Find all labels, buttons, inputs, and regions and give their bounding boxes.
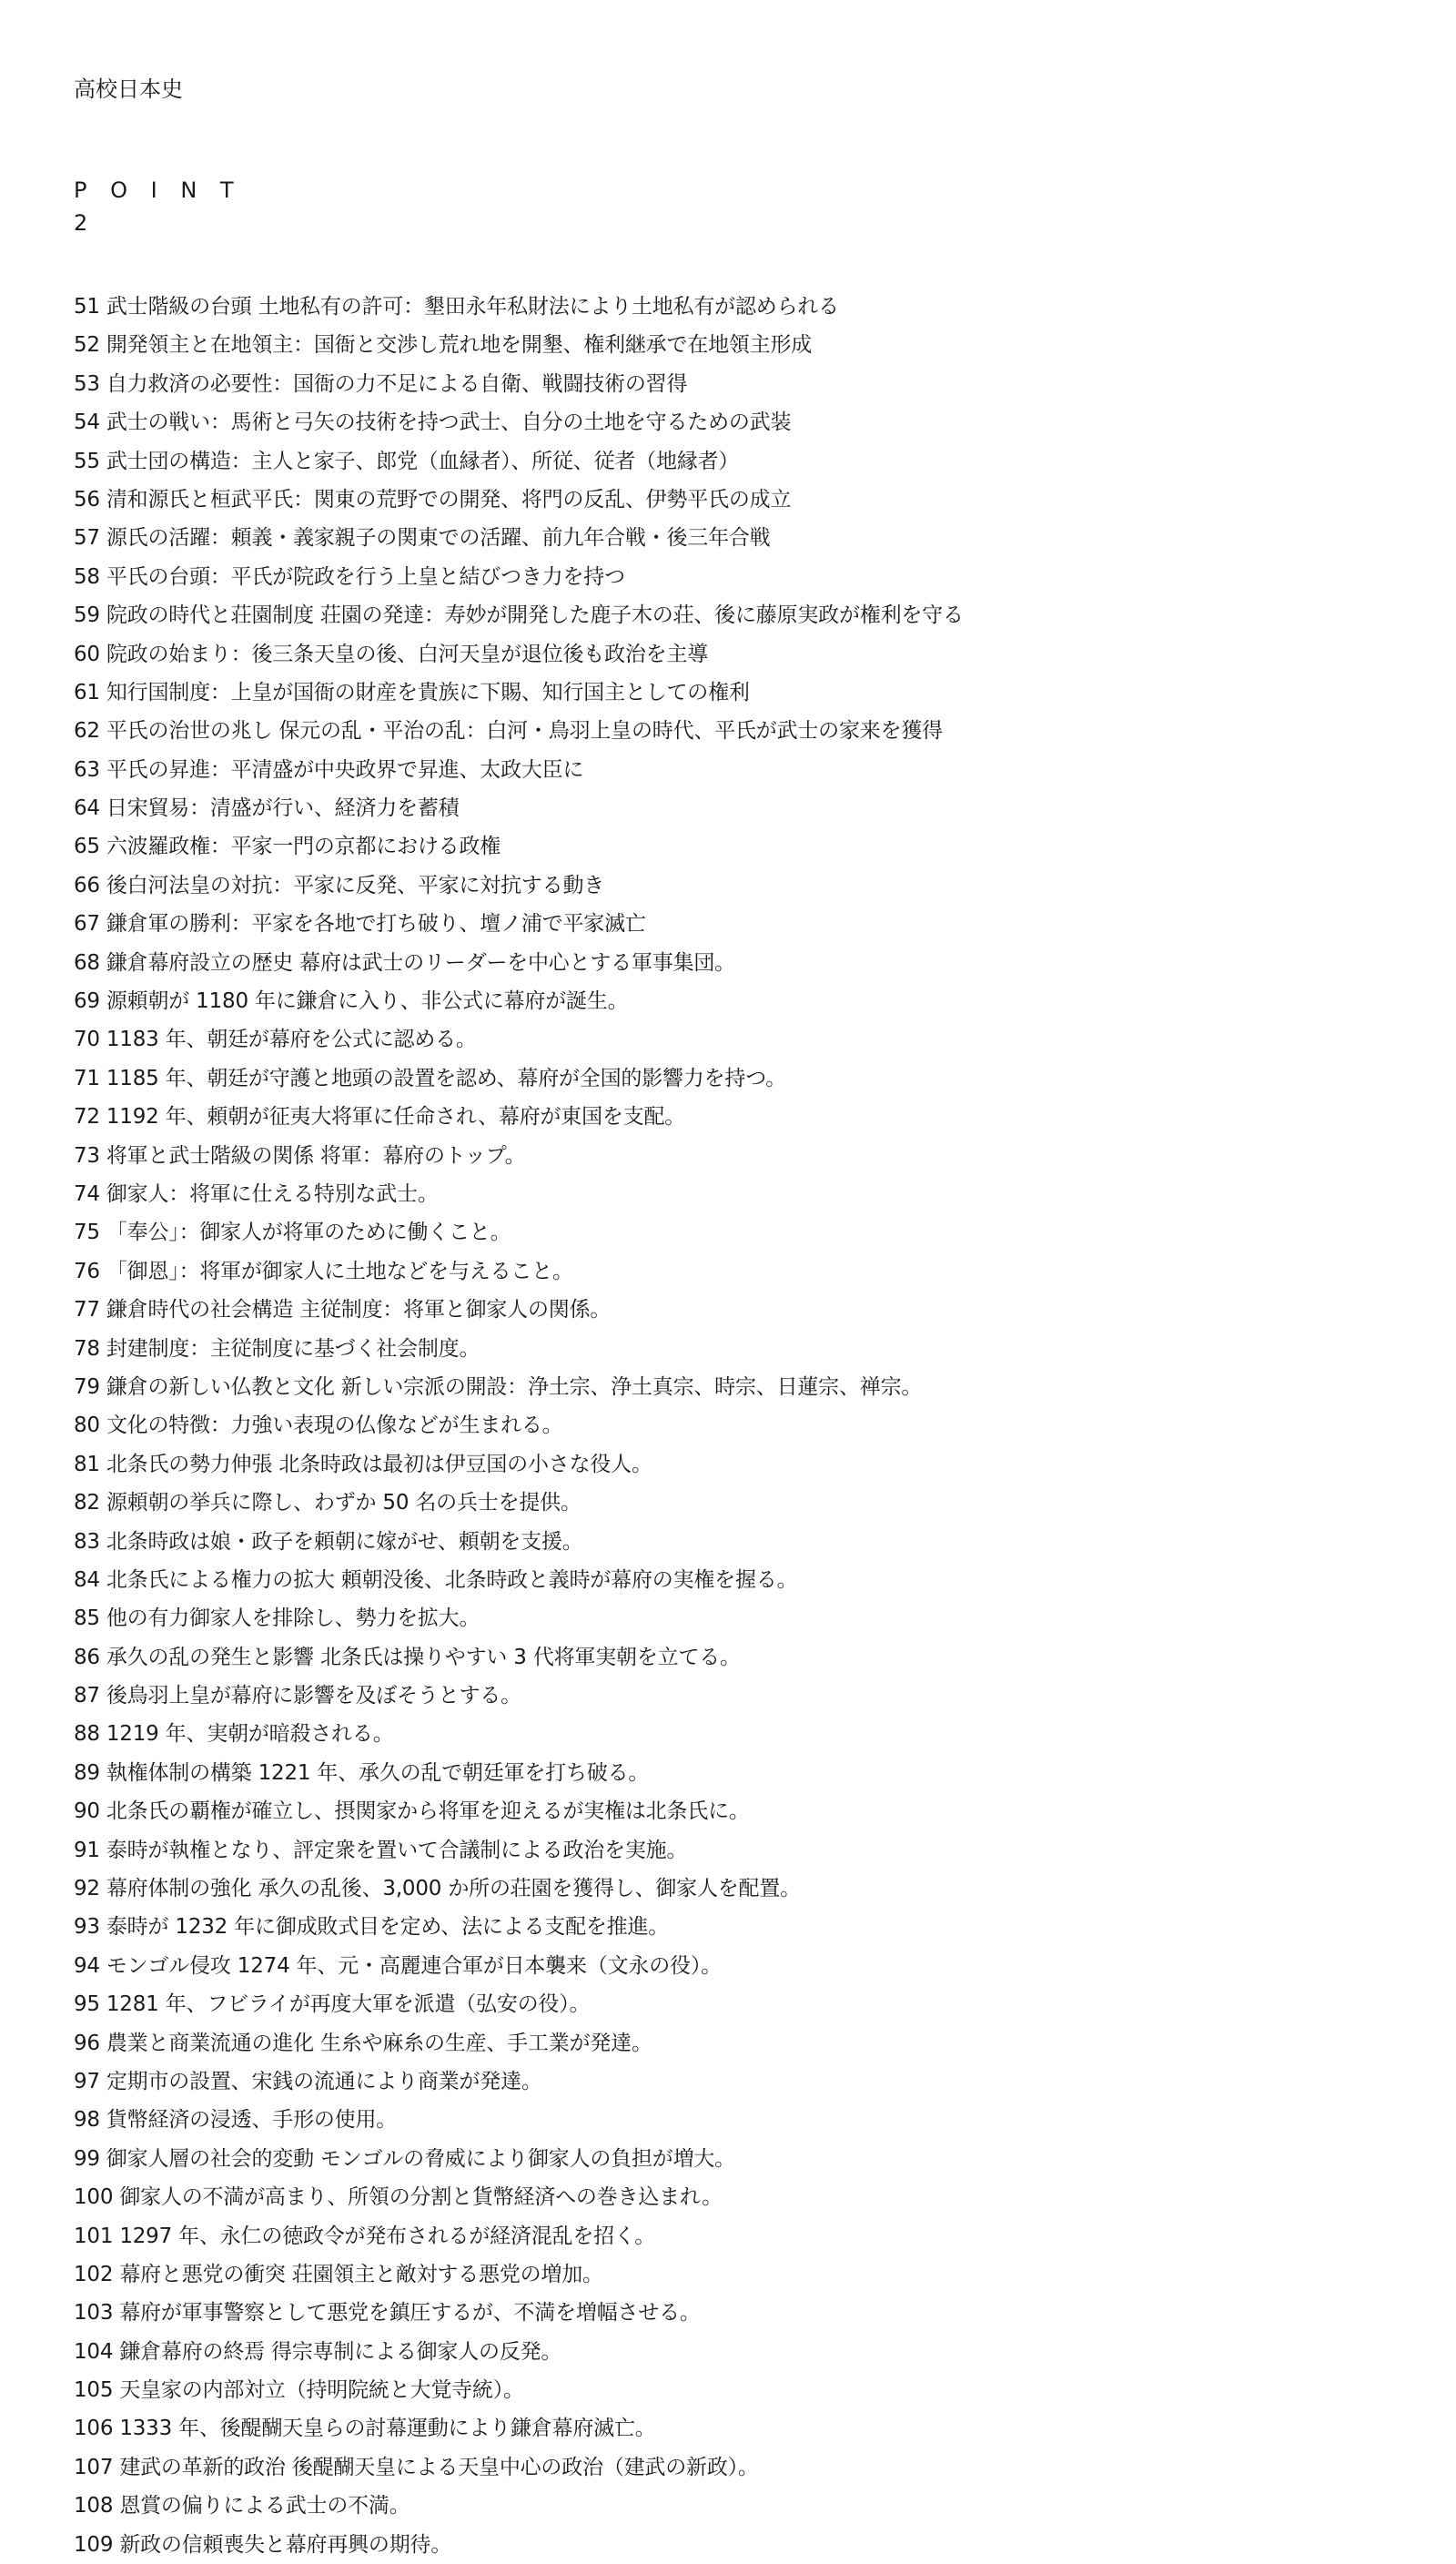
numbered-list (74, 288, 1421, 2564)
list-item (74, 1291, 1421, 1329)
line-number: 109 (74, 2532, 114, 2557)
line-text: 清和源氏と桓武平氏：関東の荒野での開発、将門の反乱、伊勢平氏の成立 (106, 487, 792, 512)
list-item (74, 1252, 1421, 1291)
document-page (74, 75, 1421, 2564)
line-text: 「奉公」：御家人が将軍のために働くこと。 (106, 1221, 511, 1245)
list-item (74, 2140, 1421, 2178)
list-item (74, 2294, 1421, 2332)
list-item (74, 596, 1421, 634)
list-item (74, 442, 1421, 481)
list-item (74, 674, 1421, 712)
list-item (74, 905, 1421, 943)
list-item (74, 1330, 1421, 1368)
list-item (74, 2409, 1421, 2447)
list-item (74, 1677, 1421, 1715)
list-item (74, 2062, 1421, 2101)
line-text: 将軍と武士階級の関係 将軍：幕府のトップ。 (106, 1143, 526, 1168)
line-number: 75 (74, 1221, 100, 1245)
line-text: 幕府が軍事警察として悪党を鎮圧するが、不満を増幅させる。 (119, 2301, 701, 2326)
line-number: 77 (74, 1298, 100, 1323)
line-number: 51 (74, 295, 100, 319)
list-item (74, 1137, 1421, 1175)
list-item (74, 1020, 1421, 1059)
line-number: 68 (74, 950, 100, 975)
line-number: 98 (74, 2108, 100, 2133)
list-item (74, 2255, 1421, 2294)
list-item (74, 519, 1421, 557)
line-number: 108 (74, 2494, 114, 2518)
line-text: 恩賞の偏りによる武士の不満。 (119, 2494, 410, 2518)
line-text: 平氏の台頭：平氏が院政を行う上皇と結びつき力を持つ (106, 564, 625, 589)
line-number: 67 (74, 912, 100, 937)
list-item (74, 2526, 1421, 2564)
line-number: 57 (74, 526, 100, 551)
list-item (74, 1638, 1421, 1677)
line-number: 97 (74, 2069, 100, 2093)
list-item (74, 866, 1421, 905)
line-number: 105 (74, 2378, 114, 2403)
line-text: 御家人層の社会的変動 モンゴルの脅威により御家人の負担が増大。 (106, 2146, 735, 2171)
line-number: 71 (74, 1066, 100, 1090)
line-number: 69 (74, 989, 100, 1014)
line-text: 「御恩」：将軍が御家人に土地などを与えること。 (106, 1259, 573, 1283)
line-number: 101 (74, 2224, 114, 2248)
line-number: 89 (74, 1760, 100, 1785)
line-text: 開発領主と在地領主：国衙と交渉し荒れ地を開墾、権利継承で在地領主形成 (106, 333, 813, 358)
line-text: 新政の信頼喪失と幕府再興の期待。 (119, 2532, 452, 2557)
point-label: P O I N T (74, 177, 242, 203)
line-text: 日宋貿易：清盛が行い、経済力を蓄積 (106, 796, 460, 821)
line-number: 79 (74, 1374, 100, 1399)
line-text: 武士の戦い：馬術と弓矢の技術を持つ武士、自分の土地を守るための武装 (106, 410, 792, 435)
line-number: 81 (74, 1452, 100, 1476)
list-item (74, 1445, 1421, 1484)
line-text: 貨幣経済の浸透、手形の使用。 (106, 2108, 398, 2133)
list-item (74, 2333, 1421, 2371)
line-text: 封建制度：主従制度に基づく社会制度。 (106, 1336, 480, 1361)
list-item (74, 1406, 1421, 1444)
line-number: 99 (74, 2146, 100, 2171)
line-number: 86 (74, 1645, 100, 1669)
list-item (74, 2487, 1421, 2525)
line-number: 96 (74, 2031, 100, 2055)
line-number: 54 (74, 410, 100, 435)
line-text: 平氏の昇進：平清盛が中央政界で昇進、太政大臣に (106, 757, 584, 782)
line-text: 後鳥羽上皇が幕府に影響を及ぼそうとする。 (106, 1684, 521, 1708)
line-text: 源頼朝が 1180 年に鎌倉に入り、非公式に幕府が誕生。 (106, 989, 629, 1014)
list-item (74, 1599, 1421, 1637)
list-item (74, 1098, 1421, 1136)
list-item (74, 944, 1421, 982)
line-text: 農業と商業流通の進化 生糸や麻糸の生産、手工業が発達。 (106, 2031, 652, 2055)
line-text: 建武の革新的政治 後醍醐天皇による天皇中心の政治（建武の新政）。 (119, 2455, 759, 2479)
line-number: 64 (74, 796, 100, 821)
line-text: 天皇家の内部対立（持明院統と大覚寺統）。 (119, 2378, 524, 2403)
list-item (74, 1213, 1421, 1252)
line-number: 83 (74, 1529, 100, 1554)
line-text: 知行国制度：上皇が国衙の財産を貴族に下賜、知行国主としての権利 (106, 680, 750, 704)
list-item (74, 1792, 1421, 1830)
list-item (74, 1368, 1421, 1406)
list-item (74, 2371, 1421, 2409)
line-number: 61 (74, 680, 100, 704)
line-text: 武士階級の台頭 土地私有の許可：墾田永年私財法により土地私有が認められる (106, 295, 839, 319)
line-number: 76 (74, 1259, 100, 1283)
list-item (74, 1831, 1421, 1870)
line-number: 87 (74, 1684, 100, 1708)
line-text: 幕府と悪党の衝突 荘園領主と敵対する悪党の増加。 (119, 2262, 603, 2286)
line-number: 95 (74, 1992, 100, 2017)
line-number: 56 (74, 487, 100, 512)
list-item (74, 1523, 1421, 1561)
line-number: 62 (74, 719, 100, 744)
line-text: 1219 年、実朝が暗殺される。 (106, 1722, 394, 1747)
line-number: 94 (74, 1953, 100, 1978)
list-item (74, 1175, 1421, 1213)
line-text: 他の有力御家人を排除し、勢力を拡大。 (106, 1606, 480, 1631)
line-number: 93 (74, 1915, 100, 1940)
list-item (74, 1947, 1421, 1985)
line-text: 院政の時代と荘園制度 荘園の発達：寿妙が開発した鹿子木の荘、後に藤原実政が権利を守る (106, 603, 964, 628)
line-number: 72 (74, 1105, 100, 1130)
line-text: 北条氏の覇権が確立し、摂関家から将軍を迎えるが実権は北条氏に。 (106, 1799, 750, 1824)
list-item (74, 1561, 1421, 1599)
line-number: 66 (74, 873, 100, 897)
line-text: 源氏の活躍：頼義・義家親子の関東での活躍、前九年合戦・後三年合戦 (106, 526, 771, 551)
line-number: 52 (74, 333, 100, 358)
list-item (74, 751, 1421, 789)
line-text: 御家人：将軍に仕える特別な武士。 (106, 1181, 439, 1206)
line-text: 御家人の不満が高まり、所領の分割と貨幣経済への巻き込まれ。 (119, 2185, 723, 2210)
line-text: 北条時政は娘・政子を頼朝に嫁がせ、頼朝を支援。 (106, 1529, 583, 1554)
line-text: 1281 年、フビライが再度大軍を派遣（弘安の役）。 (106, 1992, 591, 2017)
line-number: 53 (74, 371, 100, 396)
line-text: 1333 年、後醍醐天皇らの討幕運動により鎌倉幕府滅亡。 (119, 2417, 656, 2441)
line-number: 107 (74, 2455, 114, 2479)
list-item (74, 365, 1421, 403)
line-number: 63 (74, 757, 100, 782)
line-text: 幕府体制の強化 承久の乱後、3,000 か所の荘園を獲得し、御家人を配置。 (106, 1877, 801, 1901)
list-item (74, 481, 1421, 519)
list-item (74, 827, 1421, 866)
list-item (74, 326, 1421, 364)
list-item (74, 1908, 1421, 1946)
line-text: 執権体制の構築 1221 年、承久の乱で朝廷軍を打ち破る。 (106, 1760, 650, 1785)
line-number: 92 (74, 1877, 100, 1901)
line-number: 103 (74, 2301, 114, 2326)
line-number: 84 (74, 1567, 100, 1592)
list-item (74, 789, 1421, 827)
list-item (74, 2024, 1421, 2062)
line-number: 59 (74, 603, 100, 628)
list-item (74, 1870, 1421, 1908)
line-number: 60 (74, 642, 100, 666)
line-text: 鎌倉の新しい仏教と文化 新しい宗派の開設：浄土宗、浄土真宗、時宗、日蓮宗、禅宗。 (106, 1374, 923, 1399)
line-text: 自力救済の必要性：国衙の力不足による自衛、戦闘技術の習得 (106, 371, 688, 396)
list-item (74, 288, 1421, 326)
line-text: 六波羅政権：平家一門の京都における政権 (106, 835, 501, 859)
line-text: 後白河法皇の対抗：平家に反発、平家に対抗する動き (106, 873, 605, 897)
list-item (74, 403, 1421, 441)
line-text: 1297 年、永仁の徳政令が発布されるが経済混乱を招く。 (119, 2224, 656, 2248)
list-item (74, 2448, 1421, 2487)
line-text: 1192 年、頼朝が征夷大将軍に任命され、幕府が東国を支配。 (106, 1105, 686, 1130)
line-text: 平氏の治世の兆し 保元の乱・平治の乱：白河・鳥羽上皇の時代、平氏が武士の家来を獲得 (106, 719, 943, 744)
line-text: 源頼朝の挙兵に際し、わずか 50 名の兵士を提供。 (106, 1491, 581, 1515)
line-number: 58 (74, 564, 100, 589)
line-number: 80 (74, 1414, 100, 1438)
document-title: 高校日本史 (74, 76, 183, 102)
list-item (74, 1484, 1421, 1522)
list-item (74, 982, 1421, 1020)
line-text: 定期市の設置、宋銭の流通により商業が発達。 (106, 2069, 542, 2093)
line-number: 102 (74, 2262, 114, 2286)
line-number: 74 (74, 1181, 100, 1206)
line-number: 100 (74, 2185, 114, 2210)
line-text: 鎌倉幕府設立の歴史 幕府は武士のリーダーを中心とする軍事集団。 (106, 950, 735, 975)
line-text: 1185 年、朝廷が守護と地頭の設置を認め、幕府が全国的影響力を持つ。 (106, 1066, 786, 1090)
list-item (74, 635, 1421, 674)
line-number: 55 (74, 449, 100, 473)
line-text: 鎌倉幕府の終焉 得宗専制による御家人の反発。 (119, 2339, 562, 2364)
line-number: 106 (74, 2417, 114, 2441)
line-text: 1183 年、朝廷が幕府を公式に認める。 (106, 1028, 477, 1052)
list-item (74, 558, 1421, 596)
list-item (74, 1059, 1421, 1098)
list-item (74, 2217, 1421, 2255)
line-number: 104 (74, 2339, 114, 2364)
line-text: 鎌倉軍の勝利：平家を各地で打ち破り、壇ノ浦で平家滅亡 (106, 912, 646, 937)
line-text: 北条氏の勢力伸張 北条時政は最初は伊豆国の小さな役人。 (106, 1452, 652, 1476)
list-item (74, 2101, 1421, 2139)
line-number: 85 (74, 1606, 100, 1631)
line-number: 82 (74, 1491, 100, 1515)
line-number: 65 (74, 835, 100, 859)
line-text: 承久の乱の発生と影響 北条氏は操りやすい 3 代将軍実朝を立てる。 (106, 1645, 741, 1669)
list-item (74, 1754, 1421, 1792)
point-number: 2 (74, 210, 88, 236)
line-number: 73 (74, 1143, 100, 1168)
line-text: 泰時が執権となり、評定衆を置いて合議制による政治を実施。 (106, 1838, 688, 1862)
line-number: 90 (74, 1799, 100, 1824)
line-text: 武士団の構造：主人と家子、郎党（血縁者）、所従、従者（地縁者） (106, 449, 740, 473)
list-item (74, 1715, 1421, 1753)
line-text: 院政の始まり：後三条天皇の後、白河天皇が退位後も政治を主導 (106, 642, 709, 666)
line-number: 91 (74, 1838, 100, 1862)
line-number: 70 (74, 1028, 100, 1052)
line-text: 北条氏による権力の拡大 頼朝没後、北条時政と義時が幕府の実権を握る。 (106, 1567, 798, 1592)
list-item (74, 712, 1421, 750)
line-text: モンゴル侵攻 1274 年、元・高麗連合軍が日本襲来（文永の役）。 (106, 1953, 722, 1978)
list-item (74, 2178, 1421, 2216)
line-text: 文化の特徴：力強い表現の仏像などが生まれる。 (106, 1414, 563, 1438)
line-number: 88 (74, 1722, 100, 1747)
line-text: 鎌倉時代の社会構造 主従制度：将軍と御家人の関係。 (106, 1298, 612, 1323)
line-number: 78 (74, 1336, 100, 1361)
line-text: 泰時が 1232 年に御成敗式目を定め、法による支配を推進。 (106, 1915, 670, 1940)
list-item (74, 1985, 1421, 2023)
